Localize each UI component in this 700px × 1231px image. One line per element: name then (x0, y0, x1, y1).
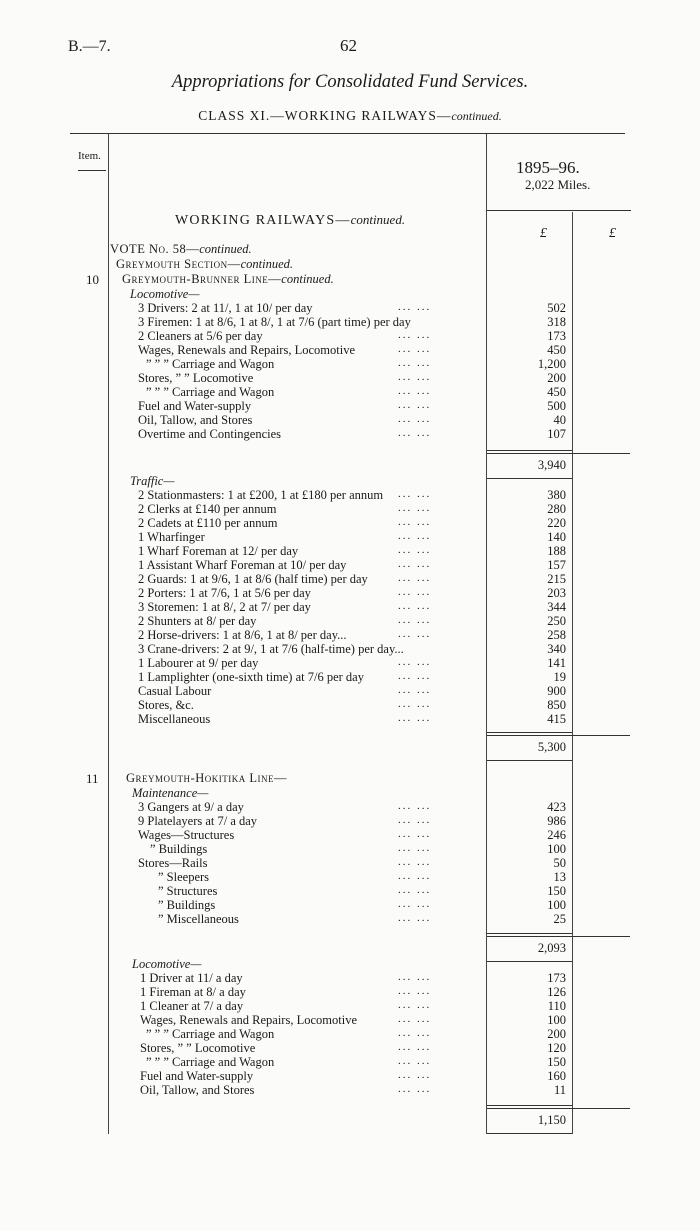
item-number: 10 (86, 272, 99, 287)
subtotal-rule (487, 450, 572, 451)
line-item-label: ” ” ” Carriage and Wagon (146, 357, 275, 371)
line-amount: 215 (547, 572, 566, 586)
line-item-label: ” Miscellaneous (158, 912, 239, 926)
document-reference: B.—7. (68, 38, 111, 55)
line-item-label: Wages, Renewals and Repairs, Locomotive (140, 1013, 357, 1027)
line-item-label: ” Buildings (150, 842, 208, 856)
leader-dots: ... ... (398, 856, 432, 868)
line-item-label: 3 Drivers: 2 at 11/, 1 at 10/ per day (138, 301, 313, 315)
line-amount: 25 (553, 912, 566, 926)
item-column-heading: Item. (78, 150, 101, 162)
leader-dots: ... ... (398, 870, 432, 882)
line-amount: 173 (547, 329, 566, 343)
line-item-label: 2 Cadets at £110 per annum (138, 516, 278, 530)
line-amount: 340 (547, 642, 566, 656)
line-amount: 140 (547, 530, 566, 544)
line-amount: 380 (547, 488, 566, 502)
line-amount: 100 (547, 898, 566, 912)
leader-dots: ... ... (398, 385, 432, 397)
line-item-label: Miscellaneous (138, 712, 211, 726)
subtotal-rule (487, 453, 630, 454)
line-item-label: 3 Crane-drivers: 2 at 9/, 1 at 7/6 (half-time) per day... (138, 642, 404, 656)
leader-dots: ... ... (398, 399, 432, 411)
line-item-label: ” ” ” Carriage and Wagon (146, 1055, 275, 1069)
leader-dots: ... ... (398, 427, 432, 439)
line-amount: 200 (547, 371, 566, 385)
line-item-label: ” Sleepers (158, 870, 210, 884)
line-item-label: 3 Gangers at 9/ a day (138, 800, 244, 814)
leader-dots: ... ... (398, 488, 432, 500)
top-rule (70, 133, 625, 134)
continued-note: continued. (240, 257, 294, 271)
page-number: 62 (340, 36, 357, 55)
line-item-label: Locomotive— (130, 287, 200, 301)
line-amount: 246 (547, 828, 566, 842)
line-item-label: 3 Storemen: 1 at 8/, 2 at 7/ per day (138, 600, 311, 614)
subtotal-rule (487, 933, 572, 934)
line-item-label: Stores, ” ” Locomotive (140, 1041, 256, 1055)
line-item-label: 9 Platelayers at 7/ a day (138, 814, 258, 828)
line-item-label: Stores, &c. (138, 698, 194, 712)
line-item-label: 2 Clerks at £140 per annum (138, 502, 277, 516)
item-underline (78, 170, 106, 171)
class-heading-continued: continued. (451, 109, 502, 123)
line-item-label: Greymouth Section—continued. (116, 257, 294, 271)
line-item-label: 2 Shunters at 8/ per day (138, 614, 257, 628)
leader-dots: ... ... (398, 999, 432, 1011)
leader-dots: ... ... (398, 1041, 432, 1053)
line-amount: 500 (547, 399, 566, 413)
line-item-label: 2 Horse-drivers: 1 at 8/6, 1 at 8/ per day... (138, 628, 347, 642)
subtotal-rule (487, 478, 572, 479)
line-amount: 850 (547, 698, 566, 712)
line-amount: 141 (547, 656, 566, 670)
leader-dots: ... ... (398, 572, 432, 584)
line-item-label: Oil, Tallow, and Stores (138, 413, 253, 427)
line-amount: 173 (547, 971, 566, 985)
subtotal-rule (487, 961, 572, 962)
line-item-label: Greymouth-Brunner Line—continued. (122, 272, 334, 286)
leader-dots: ... ... (398, 698, 432, 710)
line-item-label: 2 Stationmasters: 1 at £200, 1 at £180 per annum (138, 488, 384, 502)
pound-sign-detail: £ (540, 226, 547, 241)
leader-dots: ... ... (398, 712, 432, 724)
leader-dots: ... ... (398, 898, 432, 910)
leader-dots: ... ... (398, 1013, 432, 1025)
item-column-rule (108, 134, 109, 1134)
line-item-label: 3 Firemen: 1 at 8/6, 1 at 8/, 1 at 7/6 (part time) per day (138, 315, 411, 329)
line-item-label: ” Structures (158, 884, 218, 898)
line-item-label: Greymouth-Hokitika Line— (126, 771, 287, 785)
line-amount: 1,200 (537, 357, 566, 371)
line-item-label: ” ” ” Carriage and Wagon (146, 385, 275, 399)
pound-sign-total: £ (609, 226, 616, 241)
line-amount: 986 (547, 814, 566, 828)
leader-dots: ... ... (398, 670, 432, 682)
financial-year: 1895–96. (516, 158, 580, 177)
subtotal-amount: 1,150 (537, 1113, 566, 1127)
line-item-label: 1 Lamplighter (one-sixth time) at 7/6 per day (138, 670, 364, 684)
leader-dots: ... ... (398, 502, 432, 514)
leader-dots: ... ... (398, 628, 432, 640)
line-amount: 110 (547, 999, 566, 1013)
leader-dots: ... ... (398, 656, 432, 668)
line-item-label: 1 Driver at 11/ a day (140, 971, 243, 985)
line-item-label: 1 Wharfinger (138, 530, 205, 544)
line-amount: 258 (547, 628, 566, 642)
subtotal-rule (487, 1133, 572, 1134)
line-amount: 450 (547, 343, 566, 357)
page-title: Appropriations for Consolidated Fund Services. (171, 72, 529, 92)
leader-dots: ... ... (398, 971, 432, 983)
line-amount: 450 (547, 385, 566, 399)
leader-dots: ... ... (398, 301, 432, 313)
leader-dots: ... ... (398, 530, 432, 542)
line-amount: 100 (547, 1013, 566, 1027)
line-amount: 415 (547, 712, 566, 726)
continued-note: continued. (199, 242, 252, 256)
leader-dots: ... ... (398, 684, 432, 696)
line-item-label: 1 Fireman at 8/ a day (140, 985, 246, 999)
subtotal-rule (487, 760, 572, 761)
subtotal-rule (487, 732, 572, 733)
leader-dots: ... ... (398, 371, 432, 383)
leader-dots: ... ... (398, 329, 432, 341)
amount-column-rule-mid (572, 212, 573, 1134)
subtotal-amount: 5,300 (537, 740, 566, 754)
leader-dots: ... ... (398, 912, 432, 924)
line-amount: 900 (547, 684, 566, 698)
line-item-label: Maintenance— (132, 786, 209, 800)
line-amount: 126 (547, 985, 566, 999)
leader-dots: ... ... (398, 814, 432, 826)
line-amount: 280 (547, 502, 566, 516)
line-amount: 188 (547, 544, 566, 558)
line-item-label: 1 Cleaner at 7/ a day (140, 999, 244, 1013)
leader-dots: ... ... (398, 828, 432, 840)
continued-note: continued. (281, 272, 334, 286)
line-item-label: 2 Cleaners at 5/6 per day (138, 329, 263, 343)
line-item-label: Fuel and Water-supply (138, 399, 252, 413)
line-amount: 220 (547, 516, 566, 530)
line-amount: 40 (553, 413, 566, 427)
leader-dots: ... ... (398, 985, 432, 997)
year-header-rule (486, 210, 631, 211)
line-item-label: Oil, Tallow, and Stores (140, 1083, 255, 1097)
line-item-label: VOTE No. 58—continued. (110, 242, 252, 256)
line-amount: 423 (547, 800, 566, 814)
line-amount: 200 (547, 1027, 566, 1041)
leader-dots: ... ... (398, 586, 432, 598)
subtotal-rule (487, 735, 630, 736)
line-item-label: Overtime and Contingencies (138, 427, 282, 441)
line-amount: 502 (547, 301, 566, 315)
line-item-label: Wages—Structures (138, 828, 235, 842)
line-item-label: 1 Labourer at 9/ per day (138, 656, 259, 670)
section-heading-main: WORKING RAILWAYS— (175, 213, 351, 228)
subtotal-amount: 2,093 (537, 941, 566, 955)
line-item-label: ” Buildings (158, 898, 216, 912)
line-item-label: ” ” ” Carriage and Wagon (146, 1027, 275, 1041)
line-amount: 150 (547, 884, 566, 898)
line-amount: 11 (553, 1083, 566, 1097)
line-amount: 203 (547, 586, 566, 600)
amount-column-rule-left (486, 134, 487, 1134)
line-amount: 50 (553, 856, 566, 870)
subtotal-amount: 3,940 (537, 458, 566, 472)
line-item-label: 2 Porters: 1 at 7/6, 1 at 5/6 per day (138, 586, 311, 600)
line-amount: 150 (547, 1055, 566, 1069)
leader-dots: ... ... (398, 1069, 432, 1081)
item-number: 11 (86, 771, 99, 786)
section-heading (175, 212, 405, 229)
line-item-label: 1 Assistant Wharf Foreman at 10/ per day (138, 558, 347, 572)
line-item-label: Casual Labour (138, 684, 212, 698)
leader-dots: ... ... (398, 614, 432, 626)
line-amount: 250 (547, 614, 566, 628)
line-amount: 344 (547, 600, 566, 614)
subtotal-rule (487, 1108, 630, 1109)
line-item-label: Traffic— (130, 474, 175, 488)
subtotal-rule (487, 936, 630, 937)
class-heading-main: CLASS XI.—WORKING RAILWAYS— (198, 108, 452, 123)
line-item-label: Wages, Renewals and Repairs, Locomotive (138, 343, 355, 357)
line-amount: 13 (553, 870, 566, 884)
line-amount: 160 (547, 1069, 566, 1083)
line-item-label: Stores—Rails (138, 856, 208, 870)
leader-dots: ... ... (398, 544, 432, 556)
leader-dots: ... ... (398, 1027, 432, 1039)
leader-dots: ... ... (398, 800, 432, 812)
leader-dots: ... ... (398, 1055, 432, 1067)
subtotal-rule (487, 1105, 572, 1106)
line-amount: 120 (547, 1041, 566, 1055)
leader-dots: ... ... (398, 842, 432, 854)
line-item-label: Stores, ” ” Locomotive (138, 371, 254, 385)
leader-dots: ... ... (398, 357, 432, 369)
line-item-label: Fuel and Water-supply (140, 1069, 254, 1083)
miles-figure: 2,022 Miles. (525, 177, 591, 192)
class-heading (0, 108, 700, 124)
line-amount: 318 (547, 315, 566, 329)
leader-dots: ... ... (398, 558, 432, 570)
leader-dots: ... ... (398, 1083, 432, 1095)
leader-dots: ... ... (398, 884, 432, 896)
line-amount: 157 (547, 558, 566, 572)
line-amount: 100 (547, 842, 566, 856)
line-item-label: 1 Wharf Foreman at 12/ per day (138, 544, 299, 558)
leader-dots: ... ... (398, 600, 432, 612)
line-item-label: Locomotive— (132, 957, 202, 971)
leader-dots: ... ... (398, 343, 432, 355)
leader-dots: ... ... (398, 413, 432, 425)
line-amount: 19 (553, 670, 566, 684)
line-amount: 107 (547, 427, 566, 441)
leader-dots: ... ... (398, 516, 432, 528)
section-heading-continued: continued. (350, 212, 406, 227)
line-item-label: 2 Guards: 1 at 9/6, 1 at 8/6 (half time) per day (138, 572, 368, 586)
